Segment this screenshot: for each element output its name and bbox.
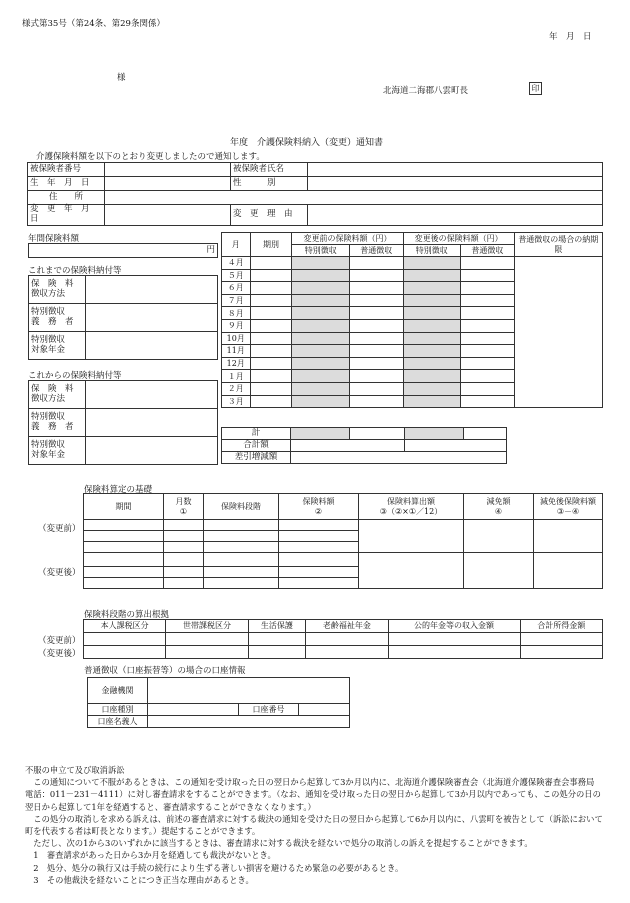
stage-after-label: （変更後） [38, 649, 81, 659]
before-special-cell [292, 370, 349, 383]
future-payment-table [28, 380, 218, 465]
stage-before-label: （変更前） [38, 636, 81, 646]
before-normal-cell [349, 332, 403, 345]
issuer-name: 北海道二海郡八雲町長 [383, 86, 469, 96]
col-month-header: 月 [222, 233, 251, 257]
birth-label: 生 年 月 日 [28, 177, 105, 191]
calc-header-months: 月数 ① [164, 494, 204, 520]
period-cell [250, 269, 292, 282]
sex-label: 性 別 [231, 177, 308, 191]
month-label: ８月 [222, 307, 251, 320]
calc-row [84, 553, 603, 567]
sex-value [308, 177, 603, 191]
after-normal-cell [461, 332, 515, 345]
month-label: ５月 [222, 269, 251, 282]
deadline-cell [514, 257, 602, 408]
before-special-cell [292, 269, 349, 282]
calc-row [84, 520, 603, 531]
after-special-header: 特別徴収 [403, 245, 460, 257]
month-label: 11月 [222, 345, 251, 358]
birth-value [105, 177, 231, 191]
after-normal-cell [461, 370, 515, 383]
after-normal-header: 普通徴収 [461, 245, 515, 257]
insured-number-value [105, 163, 231, 177]
total-label: 計 [222, 428, 291, 440]
after-normal-cell [461, 294, 515, 307]
appeal-heading: 不服の申立て及び取消訴訟 [25, 765, 125, 775]
account-number-label: 口座番号 [239, 704, 299, 716]
annual-premium-yen: 円 [29, 244, 218, 258]
appeal-notice [25, 764, 607, 886]
after-normal-cell [461, 282, 515, 295]
before-special-cell [292, 382, 349, 395]
before-special-cell [292, 319, 349, 332]
before-special-cell [292, 282, 349, 295]
before-special-cell [292, 332, 349, 345]
bank-value [148, 678, 350, 704]
account-number-value [299, 704, 350, 716]
appeal-item-3: 3 その他裁決を経ないことにつき正当な理由があるとき。 [33, 874, 254, 885]
past-payment-table [28, 275, 218, 360]
stage-header-welfare: 生活保護 [248, 620, 305, 633]
after-special-cell [403, 282, 460, 295]
col-after-header: 変更後の保険料額（円） [403, 233, 514, 245]
past-pension-label: 特別徴収 対象年金 [29, 332, 86, 360]
before-normal-cell [349, 282, 403, 295]
future-pension-value [86, 437, 218, 465]
after-normal-cell [461, 395, 515, 408]
future-obligor-label: 特別徴収 義 務 者 [29, 409, 86, 437]
before-normal-cell [349, 357, 403, 370]
before-normal-header: 普通徴収 [349, 245, 403, 257]
past-payment-label: これまでの保険料納付等 [28, 266, 122, 276]
insured-name-label: 被保険者氏名 [231, 163, 308, 177]
after-special-cell [403, 332, 460, 345]
month-label: １月 [222, 370, 251, 383]
stage-header-own-tax: 本人課税区分 [84, 620, 166, 633]
calc-header-after-reduction: 減免後保険料額 ③－④ [534, 494, 603, 520]
calc-section-label: 保険料算定の基礎 [84, 485, 153, 495]
address-value [105, 191, 603, 205]
before-normal-cell [349, 395, 403, 408]
future-method-value [86, 381, 218, 409]
future-obligor-value [86, 409, 218, 437]
period-cell [250, 370, 292, 383]
appeal-paragraph-2: この処分の取消しを求める訴えは、前述の審査請求に対する裁決の通知を受けた日の翌日から起算して6か月以内に、八雲町を被告として（訴訟において町を代表する者は町長となります。）提起することができます。 [25, 813, 603, 837]
period-cell [250, 319, 292, 332]
after-special-cell [403, 345, 460, 358]
change-date-label: 変 更 年 月 日 [28, 205, 105, 226]
insured-info-table [27, 162, 603, 226]
account-section-label: 普通徴収（口座振替等）の場合の口座情報 [84, 666, 246, 676]
period-cell [250, 282, 292, 295]
before-special-cell [292, 345, 349, 358]
appeal-paragraph-1: この通知について不服があるときは、この通知を受け取った日の翌日から起算して3か月以内に、北海道介護保険審査会（北海道介護保険審査会事務局 電話：011－231－4111）に対し審査請求をすることができます。（なお、通知を受け取った日の翌日から起算して3か月以内であっても、この処分の日の翌日から起算して1年を経過すると、審査請求することができなくなります。） [25, 777, 603, 812]
past-method-label: 保 険 料 徴収方法 [29, 276, 86, 304]
after-normal-cell [461, 357, 515, 370]
calc-header-stage: 保険料段階 [204, 494, 279, 520]
calc-header-reduction: 減免額 ④ [464, 494, 534, 520]
account-type-label: 口座種別 [88, 704, 148, 716]
stage-header-pension-income: 公的年金等の収入金額 [388, 620, 520, 633]
before-special-cell [292, 257, 349, 270]
before-normal-cell [349, 319, 403, 332]
before-special-cell [292, 294, 349, 307]
issue-date: 年 月 日 [549, 32, 592, 42]
future-payment-label: これからの保険料納付等 [28, 371, 122, 381]
sum-label: 合計額 [222, 440, 291, 452]
month-row [222, 257, 603, 270]
account-holder-label: 口座名義人 [88, 716, 148, 728]
before-normal-cell [349, 269, 403, 282]
diff-label: 差引増減額 [222, 452, 291, 464]
period-cell [250, 257, 292, 270]
period-cell [250, 294, 292, 307]
period-cell [250, 395, 292, 408]
calc-table [83, 493, 603, 589]
monthly-totals [221, 427, 507, 464]
seal-mark: 印 [529, 82, 542, 95]
before-normal-cell [349, 382, 403, 395]
account-holder-value [148, 716, 350, 728]
stage-section-label: 保険料段階の算出根拠 [84, 610, 170, 620]
future-method-label: 保 険 料 徴収方法 [29, 381, 86, 409]
after-normal-cell [461, 307, 515, 320]
before-normal-cell [349, 257, 403, 270]
month-label: ９月 [222, 319, 251, 332]
period-cell [250, 345, 292, 358]
calc-before-label: （変更前） [38, 524, 81, 534]
account-type-value [148, 704, 239, 716]
insured-name-value [308, 163, 603, 177]
after-normal-cell [461, 345, 515, 358]
period-cell [250, 332, 292, 345]
calc-header-calculated: 保険料算出額 ③（②×①／12） [359, 494, 464, 520]
before-normal-cell [349, 370, 403, 383]
after-special-cell [403, 382, 460, 395]
month-label: ３月 [222, 395, 251, 408]
appeal-item-2: 2 処分、処分の執行又は手続の続行により生ずる著しい損害を避けるため緊急の必要があるとき。 [33, 862, 404, 873]
before-special-cell [292, 307, 349, 320]
after-special-cell [403, 294, 460, 307]
after-special-cell [403, 370, 460, 383]
month-label: ４月 [222, 257, 251, 270]
col-before-header: 変更前の保険料額（円） [292, 233, 403, 245]
after-normal-cell [461, 319, 515, 332]
after-special-cell [403, 269, 460, 282]
stage-table [83, 619, 603, 659]
col-deadline-header: 普通徴収の場合の納期限 [514, 233, 602, 257]
before-special-cell [292, 357, 349, 370]
addressee-suffix: 様 [117, 73, 126, 83]
before-normal-cell [349, 307, 403, 320]
stage-header-old-age-pension: 老齢福祉年金 [306, 620, 388, 633]
period-cell [250, 382, 292, 395]
before-normal-cell [349, 294, 403, 307]
after-special-cell [403, 257, 460, 270]
month-label: 10月 [222, 332, 251, 345]
future-pension-label: 特別徴収 対象年金 [29, 437, 86, 465]
form-number: 様式第35号（第24条、第29条関係） [22, 19, 165, 29]
past-obligor-label: 特別徴収 義 務 者 [29, 304, 86, 332]
before-normal-cell [349, 345, 403, 358]
calc-header-premium: 保険料額 ② [279, 494, 359, 520]
address-label: 住 所 [28, 191, 105, 205]
after-special-cell [403, 395, 460, 408]
after-normal-cell [461, 257, 515, 270]
change-reason-value [308, 205, 603, 226]
past-method-value [86, 276, 218, 304]
insured-number-label: 被保険者番号 [28, 163, 105, 177]
period-cell [250, 307, 292, 320]
month-label: 12月 [222, 357, 251, 370]
after-special-cell [403, 357, 460, 370]
month-label: ６月 [222, 282, 251, 295]
intro-text: 介護保険料額を以下のとおり変更しましたので通知します。 [36, 152, 265, 162]
col-period-header: 期別 [250, 233, 292, 257]
month-label: ７月 [222, 294, 251, 307]
bank-label: 金融機関 [88, 678, 148, 704]
change-date-value [105, 205, 231, 226]
after-special-cell [403, 319, 460, 332]
past-obligor-value [86, 304, 218, 332]
calc-after-label: （変更後） [38, 568, 81, 578]
account-table [87, 677, 350, 728]
stage-header-total-income: 合計所得金額 [520, 620, 602, 633]
monthly-table [221, 232, 603, 408]
past-pension-value [86, 332, 218, 360]
after-normal-cell [461, 269, 515, 282]
before-special-cell [292, 395, 349, 408]
annual-premium-box [28, 243, 218, 258]
after-normal-cell [461, 382, 515, 395]
change-reason-label: 変 更 理 由 [231, 205, 308, 226]
month-label: ２月 [222, 382, 251, 395]
appeal-item-1: 1 審査請求があった日から3か月を経過しても裁決がないとき。 [33, 850, 276, 861]
appeal-paragraph-3: ただし、次の1から3のいずれかに該当するときは、審査請求に対する裁決を経ないで処分の取消しの訴えを提起することができます。 [33, 838, 533, 849]
after-special-cell [403, 307, 460, 320]
annual-premium-label: 年間保険料額 [28, 234, 80, 244]
calc-header-period: 期間 [84, 494, 164, 520]
period-cell [250, 357, 292, 370]
before-special-header: 特別徴収 [292, 245, 349, 257]
document-title: 年度 介護保険料納入（変更）通知書 [230, 138, 384, 148]
stage-header-household-tax: 世帯課税区分 [166, 620, 248, 633]
